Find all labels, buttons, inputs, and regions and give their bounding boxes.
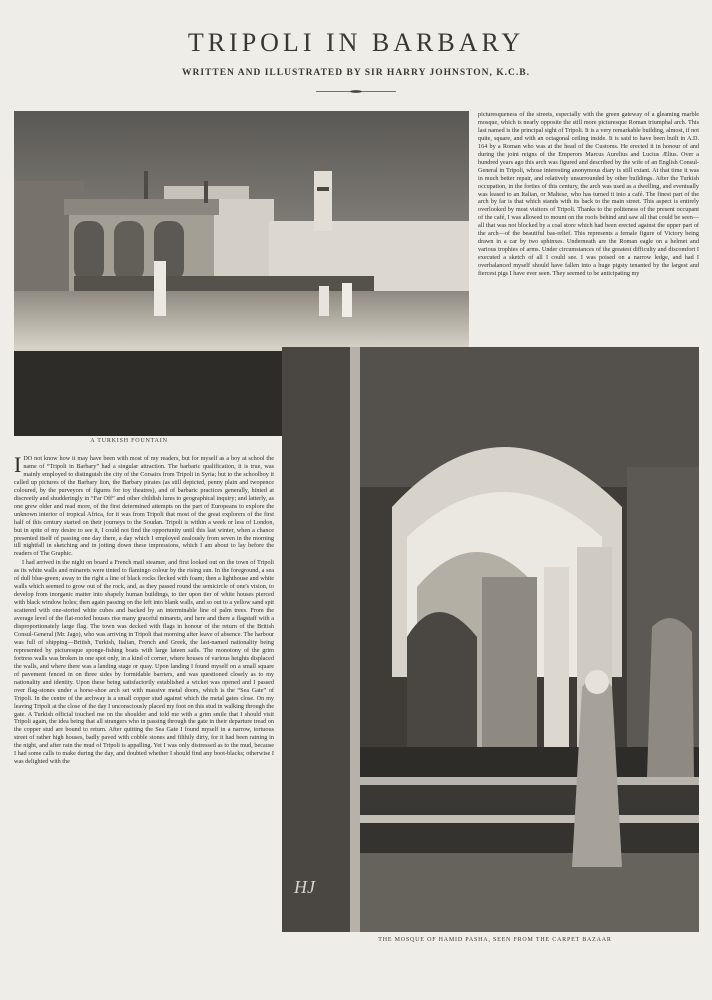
article-title: TRIPOLI IN BARBARY [187, 28, 525, 57]
article-byline: WRITTEN AND ILLUSTRATED BY SIR HARRY JOHNSTON, K.C.B. [181, 68, 530, 78]
mosque-illustration [282, 347, 699, 932]
ornament-rule [316, 90, 396, 93]
paragraph: picturesqueness of the streets, especially with the green gateway of a gleaming marble mosque, which is nearly opposite the still more picturesque Roman triumphal arch. This last named is the principal sight of Tripoli. It is a very remarkable building, almost, if not quite, square, and with an octagonal ceiling inside. It is said to have been built in A.D. 164 by a Roman who was at the head of the Customs. He erected it in honour of and during the joint reigns of the Emperors Marcus Aurelius and Lucius Ælius. Over a hundred years ago this arch was figured and described by the wife of an English Consul-General in Tripoli, whose interesting anonymous diary is still extant. At that time it was in much better repair, and relatively unsurrounded by other buildings. After the Turkish occupation, in the forties of this century, the arch was used as a dwelling, and eventually was leased to an Italian, or Maltese, who has turned it into a café. The finest part of the arch by far is that which stands with its back to the main street. This aspect is entirely overlooked by most visitors of Tripoli. Thanks to the politeness of the present occupant of the café, I was allowed to mount on the roofs behind and saw all that could be seen—all that was not blocked by a coal store which had been erected against the upper part of the arch—of the beautiful bas-relief. This represents a female figure of Victory being drawn in a car by two sphinxes. Underneath are the Roman eagle on a helmet and various trophies of arms. Under circumstances of the greatest difficulty and discomfort I executed a sketch of all I could see. I was poised on a narrow ledge, and had I overbalanced myself should have fallen into a huge pigsty tenanted by the largest and fiercest pigs I have ever seen. They seemed to be anticipating my [478, 111, 699, 278]
paragraph: DO not know how it may have been with most of my readers, but for myself as a boy at school the name of “Tripoli in Barbary” had a singular attraction. The barbaric qualification, it is true, was mainly employed to distinguish the city of the Corsairs from Tripoli in Syria; but to the schoolboy it called up pictures of the Barbary lion, the Barbary pirates (as still depicted, penny plain and twopence coloured, by the purveyors of figures for toy theatres), and of barbaric practices generally, hinted at discreetly and shudderingly in “Far Off” and other childish lures to geographical inquiry; and latterly, as one grew older and read more, of the first determined attempts on the part of Europeans to explore the unknown interior of tropical Africa, for it was from Tripoli that most of the great explorers of the first half of this century started on their journeys to the Soudan. Tripoli is within a week or less of London, but in spite of my desire to see it, I could not find the opportunity until this last winter, when a chance presented itself of passing one day there, a day which I employed zealously from seven in the morning till nightfall in sketching and in jotting down these impressions, which I am about to lay before the readers of The Graphic. [14, 455, 274, 558]
paragraph: I had arrived in the night on board a French mail steamer, and first looked out on the town of Tripoli as its white walls and minarets were tinted to flamingo colour by the rising sun. In the foreground, a sea of dull blue-green; away to the right a line of black rocks flecked with foam; then a lighthouse and white walls which seemed to grow out of the rock, and, as they passed round the semicircle of one's vision, to develop from inorganic matter into shapely human buildings, to tier upon tier of white houses pierced with black window holes; then again passing on the left into blank walls, and so out to a yellow sand spit scattered with one-storied white cubes and backed by an interminable line of palm trees. From the average level of the flat-roofed houses rise many graceful minarets, and here and there a flagstaff with a disproportionately large flag. The town was decked with flags in honour of the return of the British Consul-General (Mr. Jago), who was arriving in Tripoli that morning after leave of absence. The harbour was full of shipping—British, Turkish, Italian, French and Greek, the last-named nationality being represented by picturesque sponge-fishing boats with large lateen sails. The monotony of the grim fortress walls was broken in one spot only, in a kind of corner, where houses of various heights displaced the walls, and where there was a landing stage or quay. Upon landing I found myself on a small square of pavement fenced in on three sides by formidable barriers, and was questioned closely as to my nationality and identity. Upon these being satisfactorily established a wicket was opened and I passed over flag-stones under a horse-shoe arch set with massive metal doors, which is the “Sea Gate” of Tripoli. In the centre of the archway is a small copper stud against which the metal gates close. On my leaving Tripoli at the close of the day I unconsciously placed my foot on this stud in walking through the gate. A Turkish official touched me on the shoulder and told me with a grim smile that I should visit Tripoli again, the idea being that all strangers who in passing through the gate in their departure tread on the copper stud are bound to return. After quitting the Sea Gate I found myself in a narrow, tortuous street of rather high houses, badly paved with cobble stones and filthily dirty, for it had been raining in the night, and after rain the mud of Tripoli is appalling. Yet I was only distressed as to the mud, because I had some calls to make during the day, and doubted whether I should find any boot-blacks; otherwise I was delighted with the [14, 559, 274, 766]
fountain-caption: A TURKISH FOUNTAIN [90, 438, 168, 444]
mosque-caption: THE MOSQUE OF HAMID PASHA, SEEN FROM THE CARPET BAZAAR [378, 937, 612, 943]
text-column-right-top [478, 111, 699, 341]
text-column-left [14, 455, 274, 945]
drop-cap: I [14, 455, 22, 477]
artist-signature: HJ [294, 877, 315, 897]
